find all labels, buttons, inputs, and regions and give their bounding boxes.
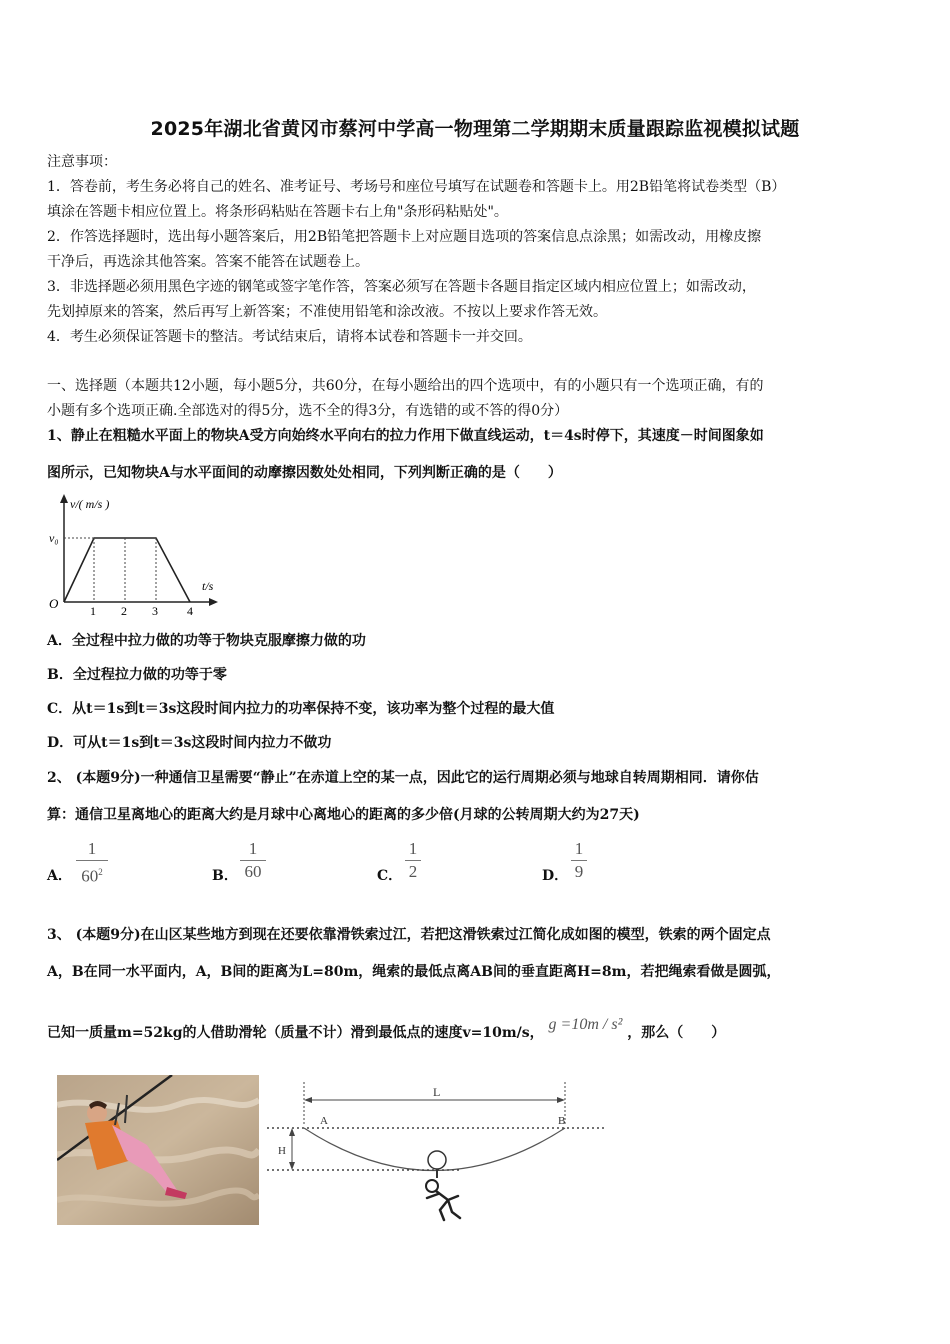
notice-heading: 注意事项： <box>47 154 117 170</box>
q2-option-d-fraction: 1 9 <box>571 839 587 882</box>
pulley <box>428 1151 446 1169</box>
x-axis-arrow <box>209 598 218 606</box>
notice-line: 先划掉原来的答案，然后再写上新答案；不准使用铅笔和涂改液。不按以上要求作答无效。 <box>47 304 607 320</box>
q3-stem-cont: A，B在同一水平面内，A，B间的距离为L=80m，绳索的最低点离AB间的垂直距离H=8m，若把绳索看做是圆弧， <box>47 964 781 980</box>
q3-stem: 3、 (本题9分)在山区某些地方到现在还要依靠滑铁索过江，若把这滑铁索过江简化成如图的模型，铁索的两个固定点 <box>47 927 771 943</box>
notice-line: 3．非选择题必须用黑色字迹的钢笔或签字笔作答，答案必须写在答题卡各题目指定区域内相应位置上；如需改动， <box>47 279 756 295</box>
q1-option-a: A．全过程中拉力做的功等于物块克服摩擦力做的功 <box>47 633 366 649</box>
velocity-time-graph <box>44 492 224 617</box>
zipline-model-diagram <box>262 1078 608 1224</box>
q2-option-d-letter: D． <box>542 868 569 884</box>
q2-option-a-fraction: 1 $60^2$ <box>76 839 108 887</box>
q3-stem-text: 已知一质量m=52kg的人借助滑轮（质量不计）滑到最低点的速度v=10m/s， <box>47 1025 544 1041</box>
q2-stem: 2、 (本题9分)一种通信卫星需要“静止”在赤道上空的某一点，因此它的运行周期必须与地球自转周期相同．请你估 <box>47 770 759 786</box>
y-axis-label: v/( m/s ) <box>70 497 110 511</box>
page-title: 2025年湖北省黄冈市蔡河中学高一物理第二学期期末质量跟踪监视模拟试题 <box>150 118 800 140</box>
q1-option-d: D．可从t＝1s到t＝3s这段时间内拉力不做功 <box>47 735 332 751</box>
notice-line: 4．考生必须保证答题卡的整洁。考试结束后，请将本试卷和答题卡一并交回。 <box>47 329 532 345</box>
notice-line: 1．答卷前，考生务必将自己的姓名、准考证号、考场号和座位号填写在试题卷和答题卡上。用2B铅笔将试卷类型（B） <box>47 179 786 195</box>
q1-option-c: C．从t＝1s到t＝3s这段时间内拉力的功率保持不变，该功率为整个过程的最大值 <box>47 701 555 717</box>
notice-line: 填涂在答题卡相应位置上。将条形码粘贴在答题卡右上角"条形码粘贴处"。 <box>47 204 508 220</box>
q2-stem-cont: 算：通信卫星离地心的距离大约是月球中心离地心的距离的多少倍(月球的公转周期大约为27天) <box>47 807 640 823</box>
q1-option-b: B．全过程拉力做的功等于零 <box>47 667 227 683</box>
q1-stem: 1、静止在粗糙水平面上的物块A受方向始终水平向右的拉力作用下做直线运动，t＝4s时停下，其速度－时间图象如 <box>47 428 764 444</box>
notice-line: 2．作答选择题时，选出每小题答案后，用2B铅笔把答题卡上对应题目选项的答案信息点涂黑；如需改动，用橡皮擦 <box>47 229 762 245</box>
section-heading: 一、选择题（本题共12小题，每小题5分，共60分，在每小题给出的四个选项中，有的小题只有一个选项正确，有的 <box>47 378 764 394</box>
q3-stem-cont2 <box>47 1016 726 1044</box>
y-axis-arrow <box>60 494 68 503</box>
origin-label: O <box>49 596 59 611</box>
q2-option-b-letter: B． <box>212 868 238 884</box>
velocity-curve <box>64 538 190 602</box>
length-label: L <box>433 1085 441 1099</box>
gravity-formula: g =10m / s² <box>548 1016 623 1033</box>
x-tick-3: 3 <box>152 604 158 617</box>
x-axis-label: t/s <box>202 579 214 593</box>
notice-line: 干净后，再选涂其他答案。答案不能答在试题卷上。 <box>47 254 369 270</box>
q1-stem-cont: 图所示，已知物块A与水平面间的动摩擦因数处处相同，下列判断正确的是（ ） <box>47 465 562 481</box>
x-tick-4: 4 <box>187 604 193 617</box>
x-tick-1: 1 <box>90 604 96 617</box>
zipline-photo <box>57 1075 259 1225</box>
person-body <box>427 1191 460 1220</box>
v0-tick-label: v₀ <box>49 531 59 545</box>
height-label: H <box>278 1145 286 1157</box>
q2-option-b-fraction: 1 60 <box>240 839 266 882</box>
x-tick-2: 2 <box>121 604 127 617</box>
point-a-label: A <box>320 1115 328 1127</box>
q2-option-c-fraction: 1 2 <box>405 839 421 882</box>
section-heading-cont: 小题有多个选项正确.全部选对的得5分，选不全的得3分，有选错的或不答的得0分） <box>47 403 569 419</box>
q2-option-c-letter: C． <box>377 868 403 884</box>
q2-option-a-letter: A． <box>47 868 72 884</box>
cable-arc <box>304 1128 565 1171</box>
point-b-label: B <box>558 1115 566 1127</box>
q3-stem-text-end: ，那么（ ） <box>627 1025 726 1041</box>
